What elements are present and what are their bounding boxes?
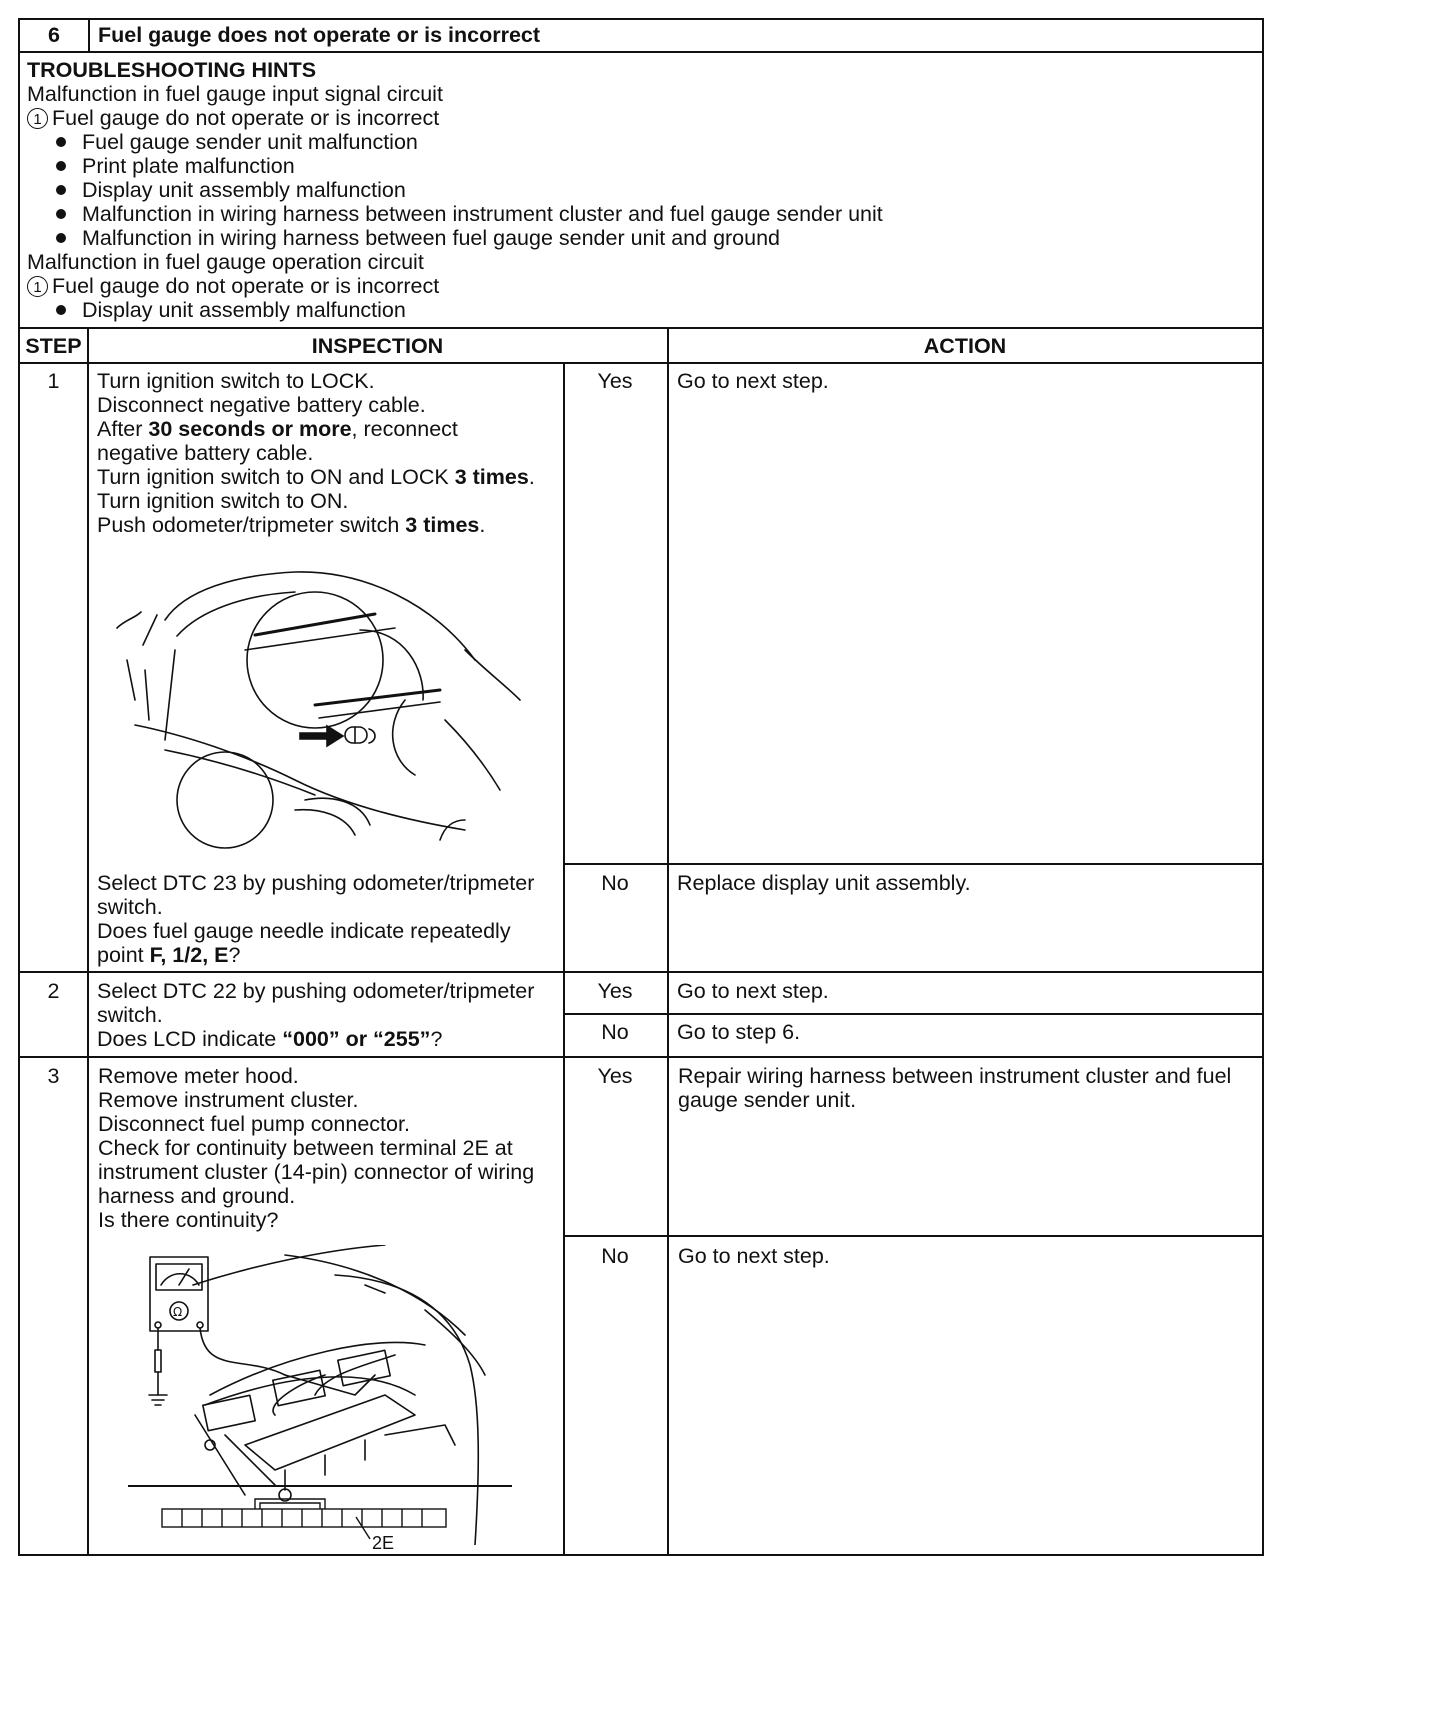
step1-question-2: switch. — [97, 895, 163, 919]
border-top — [18, 18, 1263, 20]
operation-cause-text: Fuel gauge do not operate or is incorrect — [52, 274, 440, 298]
circled-number-marker: 1 — [27, 108, 48, 129]
step2-line-1: Select DTC 22 by pushing odometer/tripmeter — [97, 979, 535, 1003]
step1-yes-label: Yes — [597, 369, 633, 393]
column-header-action: ACTION — [923, 334, 1007, 358]
step3-yes-label: Yes — [597, 1064, 633, 1088]
input-circuit-label: Malfunction in fuel gauge input signal circuit — [27, 82, 443, 106]
step1-line-1: Turn ignition switch to LOCK. — [97, 369, 375, 393]
border-left — [18, 18, 20, 1556]
ohm-symbol: Ω — [173, 1305, 183, 1319]
step3-line-5: instrument cluster (14-pin) connector of wiring — [98, 1160, 535, 1184]
step-number: 3 — [47, 1064, 60, 1088]
operation-circuit-label: Malfunction in fuel gauge operation circuit — [27, 250, 424, 274]
step1-line-5: Turn ignition switch to ON and LOCK 3 times. — [97, 465, 535, 489]
bullet-icon — [56, 161, 66, 171]
step1-question-4: point F, 1/2, E? — [97, 943, 241, 967]
border-bottom — [18, 1554, 1264, 1556]
step-number: 1 — [47, 369, 60, 393]
bullet-icon — [56, 137, 66, 147]
step2-line-3: Does LCD indicate “000” or “255”? — [97, 1027, 443, 1051]
bullet-icon — [56, 233, 66, 243]
step1-no-label: No — [601, 871, 629, 895]
action-column-line — [667, 327, 669, 1555]
step1-question-1: Select DTC 23 by pushing odometer/tripmeter — [97, 871, 535, 895]
step3-line-2: Remove instrument cluster. — [98, 1088, 359, 1112]
bullet-icon — [56, 185, 66, 195]
step2-no-line — [563, 1013, 1263, 1015]
instrument-cluster-illustration — [105, 550, 545, 850]
terminal-2e-label: 2E — [372, 1533, 395, 1553]
hints-bottom-line — [18, 327, 1263, 329]
connector-14pin-diagram — [160, 1495, 460, 1545]
step2-yes-action: Go to next step. — [677, 979, 829, 1003]
hint-item: Print plate malfunction — [82, 154, 295, 178]
step1-line-3: After 30 seconds or more, reconnect — [97, 417, 458, 441]
column-header-step: STEP — [25, 334, 82, 358]
hint-item: Fuel gauge sender unit malfunction — [82, 130, 418, 154]
step2-line-2: switch. — [97, 1003, 163, 1027]
multimeter-icon — [150, 1257, 208, 1331]
header-bottom-line — [18, 51, 1263, 53]
step3-line-1: Remove meter hood. — [98, 1064, 299, 1088]
step2-yes-label: Yes — [597, 979, 633, 1003]
step3-line-4: Check for continuity between terminal 2E at — [98, 1136, 513, 1160]
step1-bottom-line — [18, 971, 1263, 973]
step1-no-line — [563, 863, 1263, 865]
circled-number-marker: 1 — [27, 276, 48, 297]
step1-line-2: Disconnect negative battery cable. — [97, 393, 426, 417]
step1-line-4: negative battery cable. — [97, 441, 314, 465]
step3-no-action: Go to next step. — [678, 1244, 830, 1268]
input-cause-line — [27, 105, 439, 132]
step3-line-7: Is there continuity? — [98, 1208, 279, 1232]
inspection-column-line — [563, 362, 565, 1555]
operation-cause-line — [27, 273, 439, 300]
step3-line-3: Disconnect fuel pump connector. — [98, 1112, 410, 1136]
hint-item: Malfunction in wiring harness between fuel gauge sender unit and ground — [82, 226, 781, 250]
step3-yes-action-1: Repair wiring harness between instrument cluster and fuel — [678, 1064, 1232, 1088]
procedure-title: Fuel gauge does not operate or is incorrect — [98, 23, 541, 47]
hint-item: Display unit assembly malfunction — [82, 178, 406, 202]
step-number: 2 — [47, 979, 60, 1003]
step1-no-action: Replace display unit assembly. — [677, 871, 971, 895]
step2-no-action: Go to step 6. — [677, 1020, 801, 1044]
step2-bottom-line — [18, 1056, 1263, 1058]
step3-yes-action-2: gauge sender unit. — [678, 1088, 857, 1112]
hint-item: Display unit assembly malfunction — [82, 298, 406, 322]
step-column-line — [87, 327, 89, 1555]
step1-yes-action: Go to next step. — [677, 369, 829, 393]
border-right — [1262, 18, 1264, 1556]
input-cause-text: Fuel gauge do not operate or is incorrect — [52, 106, 440, 130]
bullet-icon — [56, 209, 66, 219]
column-header-inspection: INSPECTION — [311, 334, 444, 358]
step1-line-7: Push odometer/tripmeter switch 3 times. — [97, 513, 486, 537]
procedure-number: 6 — [48, 23, 60, 47]
header-separator — [88, 18, 90, 52]
hint-item: Malfunction in wiring harness between instrument cluster and fuel gauge sender unit — [82, 202, 883, 226]
step1-line-6: Turn ignition switch to ON. — [97, 489, 349, 513]
step1-question-3: Does fuel gauge needle indicate repeatedly — [97, 919, 511, 943]
bullet-icon — [56, 305, 66, 315]
step3-line-6: harness and ground. — [98, 1184, 296, 1208]
hints-heading: TROUBLESHOOTING HINTS — [27, 58, 317, 82]
connector-baseline — [128, 1485, 512, 1487]
step3-no-label: No — [601, 1244, 629, 1268]
step3-no-line — [563, 1235, 1263, 1237]
step2-no-label: No — [601, 1020, 629, 1044]
column-header-bottom-line — [18, 362, 1263, 364]
